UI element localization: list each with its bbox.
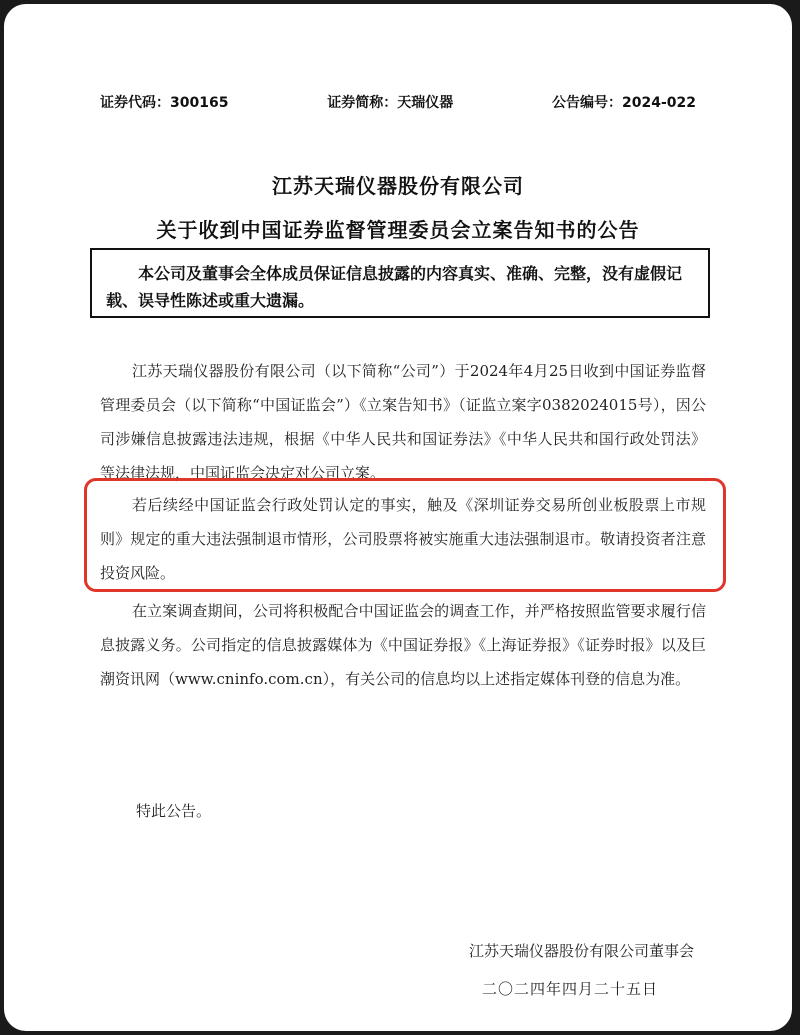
paragraph-delisting-risk: 若后续经中国证监会行政处罚认定的事实，触及《深圳证券交易所创业板股票上市规则》规定的重大违法强制退市情形，公司股票将被实施重大违法强制退市。敬请投资者注意投资风险。 [100, 496, 706, 582]
signature-company: 江苏天瑞仪器股份有限公司董事会 [468, 942, 694, 960]
disclaimer-box: 本公司及董事会全体成员保证信息披露的内容真实、准确、完整，没有虚假记载、误导性陈述或重大遗漏。 [90, 248, 710, 318]
document-header [100, 92, 696, 112]
document-page [4, 4, 792, 1031]
company-title: 江苏天瑞仪器股份有限公司 [272, 174, 524, 198]
stock-abbreviation: 证券简称：天瑞仪器 [327, 95, 454, 111]
closing-statement: 特此公告。 [136, 802, 212, 820]
signature-date: 二〇二四年四月二十五日 [481, 980, 658, 998]
stock-code: 证券代码：300165 [100, 95, 229, 111]
notice-subject-title: 关于收到中国证券监督管理委员会立案告知书的公告 [156, 218, 640, 242]
paragraph-case-filing: 江苏天瑞仪器股份有限公司（以下简称“公司”）于2024年4月25日收到中国证券监督管理委员会（以下简称“中国证监会”）《立案告知书》（证监立案字0382024015号），因公司涉嫌信息披露违法违规，根据《中华人民共和国证券法》《中华人民共和国行政处罚法》等法律法规，中国证监会决定对公司立案。 [100, 362, 706, 482]
paragraph-disclosure-media: 在立案调查期间，公司将积极配合中国证监会的调查工作，并严格按照监管要求履行信息披露义务。公司指定的信息披露媒体为《中国证券报》《上海证券报》《证券时报》以及巨潮资讯网（www.cninfo.com.cn），有关公司的信息均以上述指定媒体刊登的信息为准。 [100, 602, 706, 688]
notice-number: 公告编号：2024-022 [551, 95, 696, 111]
